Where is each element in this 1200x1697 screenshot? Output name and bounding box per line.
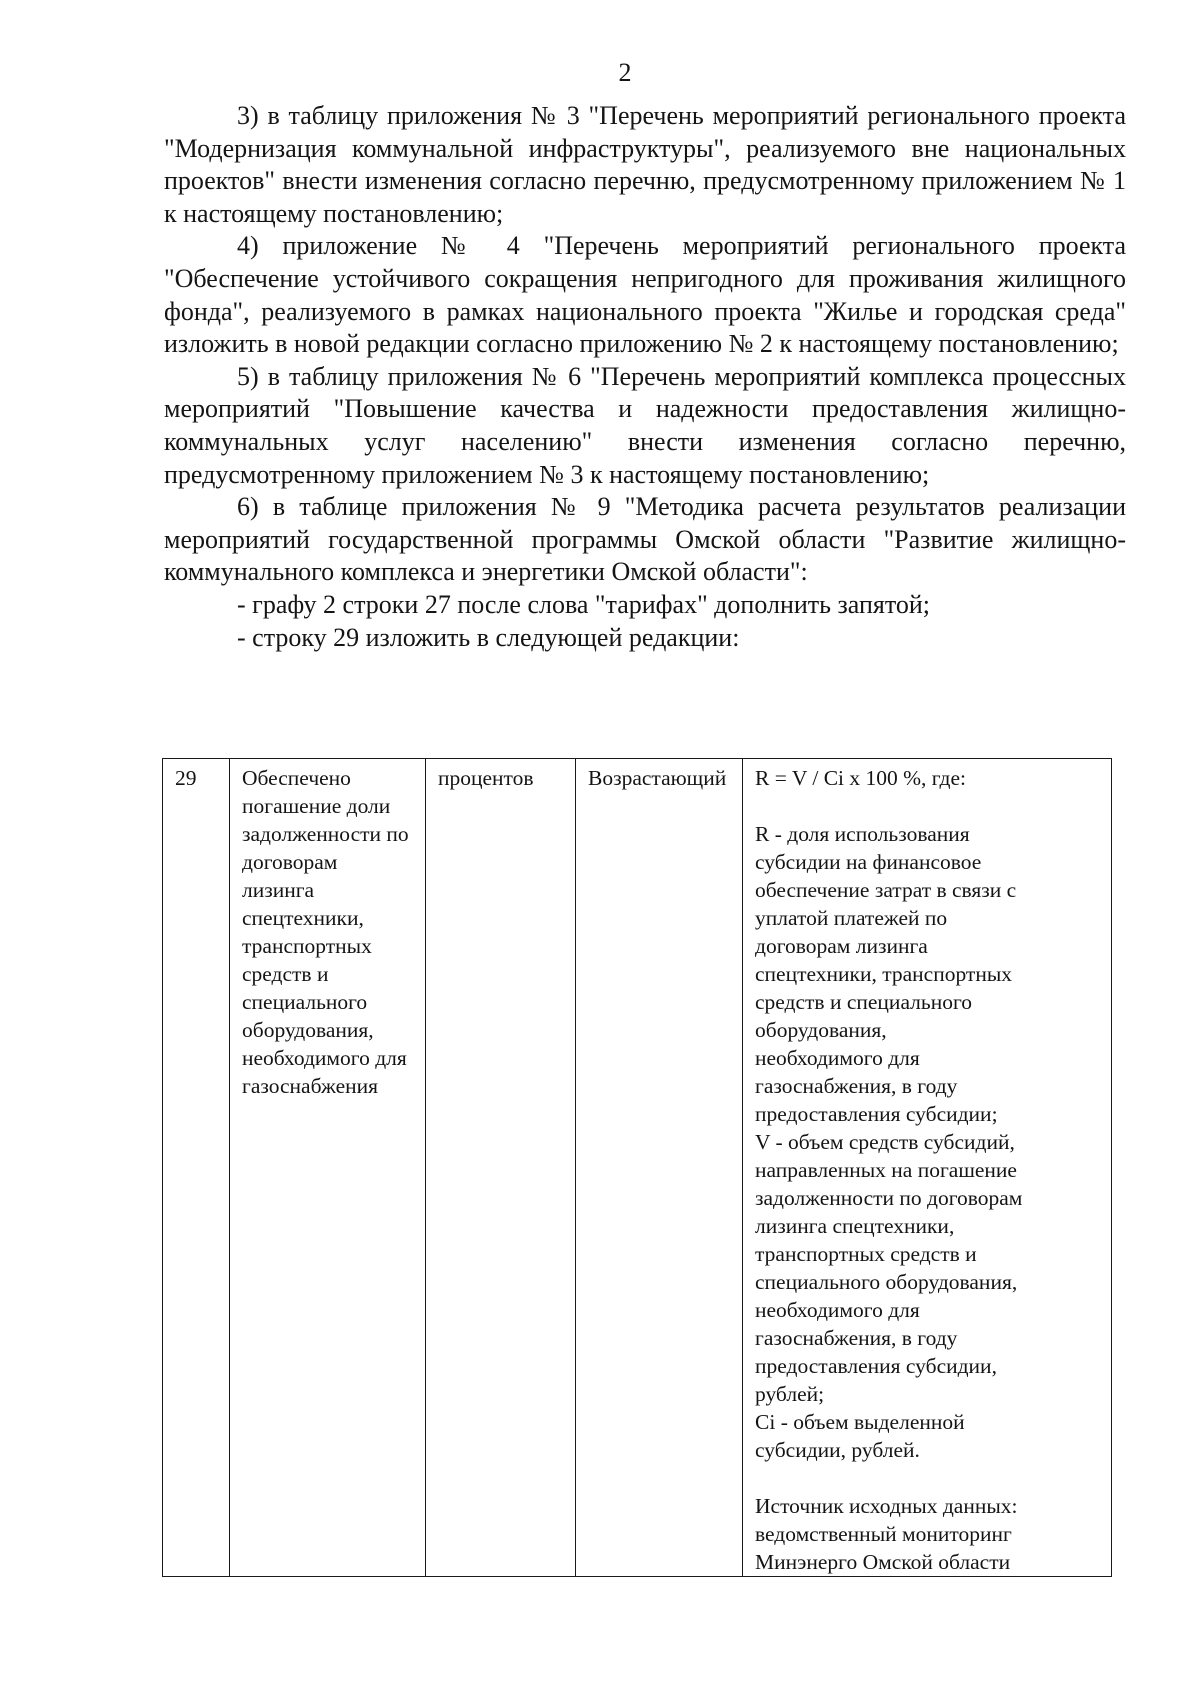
r-definition-line: спецтехники, транспортных	[755, 962, 1013, 986]
amendment-text	[164, 100, 1126, 654]
unit-cell: процентов	[426, 759, 576, 1577]
paragraph-item-5: 5) в таблицу приложения № 6 "Перечень мероприятий комплекса процессных мероприятий "Повышение качества и надежности предоставления жилищно-коммунальных услуг населению" внести изменения согласно перечню, предусмотренному приложением № 3 к настоящему постановлению;	[164, 361, 1126, 489]
indicator-line: Обеспечено	[242, 766, 351, 790]
r-definition-line: предоставления субсидии;	[755, 1102, 998, 1126]
row-29-table	[162, 758, 1112, 1577]
ci-definition-line: Ci - объем выделенной	[755, 1410, 965, 1434]
formula-cell	[743, 759, 1112, 1577]
r-definition-line: обеспечение затрат в связи с	[755, 878, 1017, 902]
indicator-line: средств и	[242, 962, 329, 986]
paragraph-item-4: 4) приложение № 4 "Перечень мероприятий регионального проекта "Обеспечение устойчивого сокращения непригодного для проживания жилищного фонда", реализуемого в рамках национального проекта "Жилье и городская среда" изложить в новой редакции согласно приложению № 2 к настоящему постановлению;	[164, 231, 1126, 359]
indicator-cell	[230, 759, 426, 1577]
source-line: Источник исходных данных:	[755, 1494, 1018, 1518]
source-line: ведомственный мониторинг	[755, 1522, 1012, 1546]
r-definition-line: договорам лизинга	[755, 934, 928, 958]
indicator-line: газоснабжения	[242, 1074, 379, 1098]
indicator-line: задолженности по	[242, 822, 409, 846]
ci-definition-line: субсидии, рублей.	[755, 1438, 920, 1462]
trend-cell: Возрастающий	[576, 759, 743, 1577]
source-line: Минэнерго Омской области	[755, 1550, 1011, 1574]
r-definition-line: газоснабжения, в году	[755, 1074, 958, 1098]
paragraph-item-3: 3) в таблицу приложения № 3 "Перечень мероприятий регионального проекта "Модернизация коммунальной инфраструктуры", реализуемого вне национальных проектов" внести изменения согласно перечню, предусмотренному приложением № 1 к настоящему постановлению;	[164, 101, 1126, 228]
paragraph-item-6: 6) в таблице приложения № 9 "Методика расчета результатов реализации мероприятий государственной программы Омской области "Развитие жилищно-коммунального комплекса и энергетики Омской области":	[164, 492, 1126, 587]
v-definition-line: лизинга спецтехники,	[755, 1214, 955, 1238]
indicator-line: оборудования,	[242, 1018, 374, 1042]
indicator-line: погашение доли	[242, 794, 391, 818]
v-definition-line: транспортных средств и	[755, 1242, 977, 1266]
indicator-line: необходимого для	[242, 1046, 407, 1070]
dash-item-column-2: - графу 2 строки 27 после слова "тарифах" дополнить запятой;	[237, 589, 930, 619]
indicator-line: лизинга	[242, 878, 315, 902]
page-number: 2	[618, 58, 632, 87]
spacer	[755, 792, 1103, 820]
table-row	[163, 759, 1112, 1577]
v-definition-line: рублей;	[755, 1382, 825, 1406]
r-definition-line: субсидии на финансовое	[755, 850, 982, 874]
dash-item-row-29: - строку 29 изложить в следующей редакции:	[237, 622, 740, 652]
r-definition-line: R - доля использования	[755, 822, 970, 846]
v-definition-line: V - объем средств субсидий,	[755, 1130, 1015, 1154]
r-definition-line: оборудования,	[755, 1018, 887, 1042]
r-definition-line: средств и специального	[755, 990, 972, 1014]
indicator-line: специального	[242, 990, 368, 1014]
indicator-line: договорам	[242, 850, 338, 874]
spacer	[755, 1464, 1103, 1492]
r-definition-line: уплатой платежей по	[755, 906, 948, 930]
formula-line: R = V / Ci x 100 %, где:	[755, 766, 966, 790]
v-definition-line: необходимого для	[755, 1298, 920, 1322]
row-number-cell: 29	[163, 759, 230, 1577]
v-definition-line: направленных на погашение	[755, 1158, 1017, 1182]
v-definition-line: специального оборудования,	[755, 1270, 1018, 1294]
v-definition-line: предоставления субсидии,	[755, 1354, 997, 1378]
r-definition-line: необходимого для	[755, 1046, 920, 1070]
indicator-line: транспортных	[242, 934, 372, 958]
indicator-line: спецтехники,	[242, 906, 364, 930]
v-definition-line: задолженности по договорам	[755, 1186, 1023, 1210]
v-definition-line: газоснабжения, в году	[755, 1326, 958, 1350]
